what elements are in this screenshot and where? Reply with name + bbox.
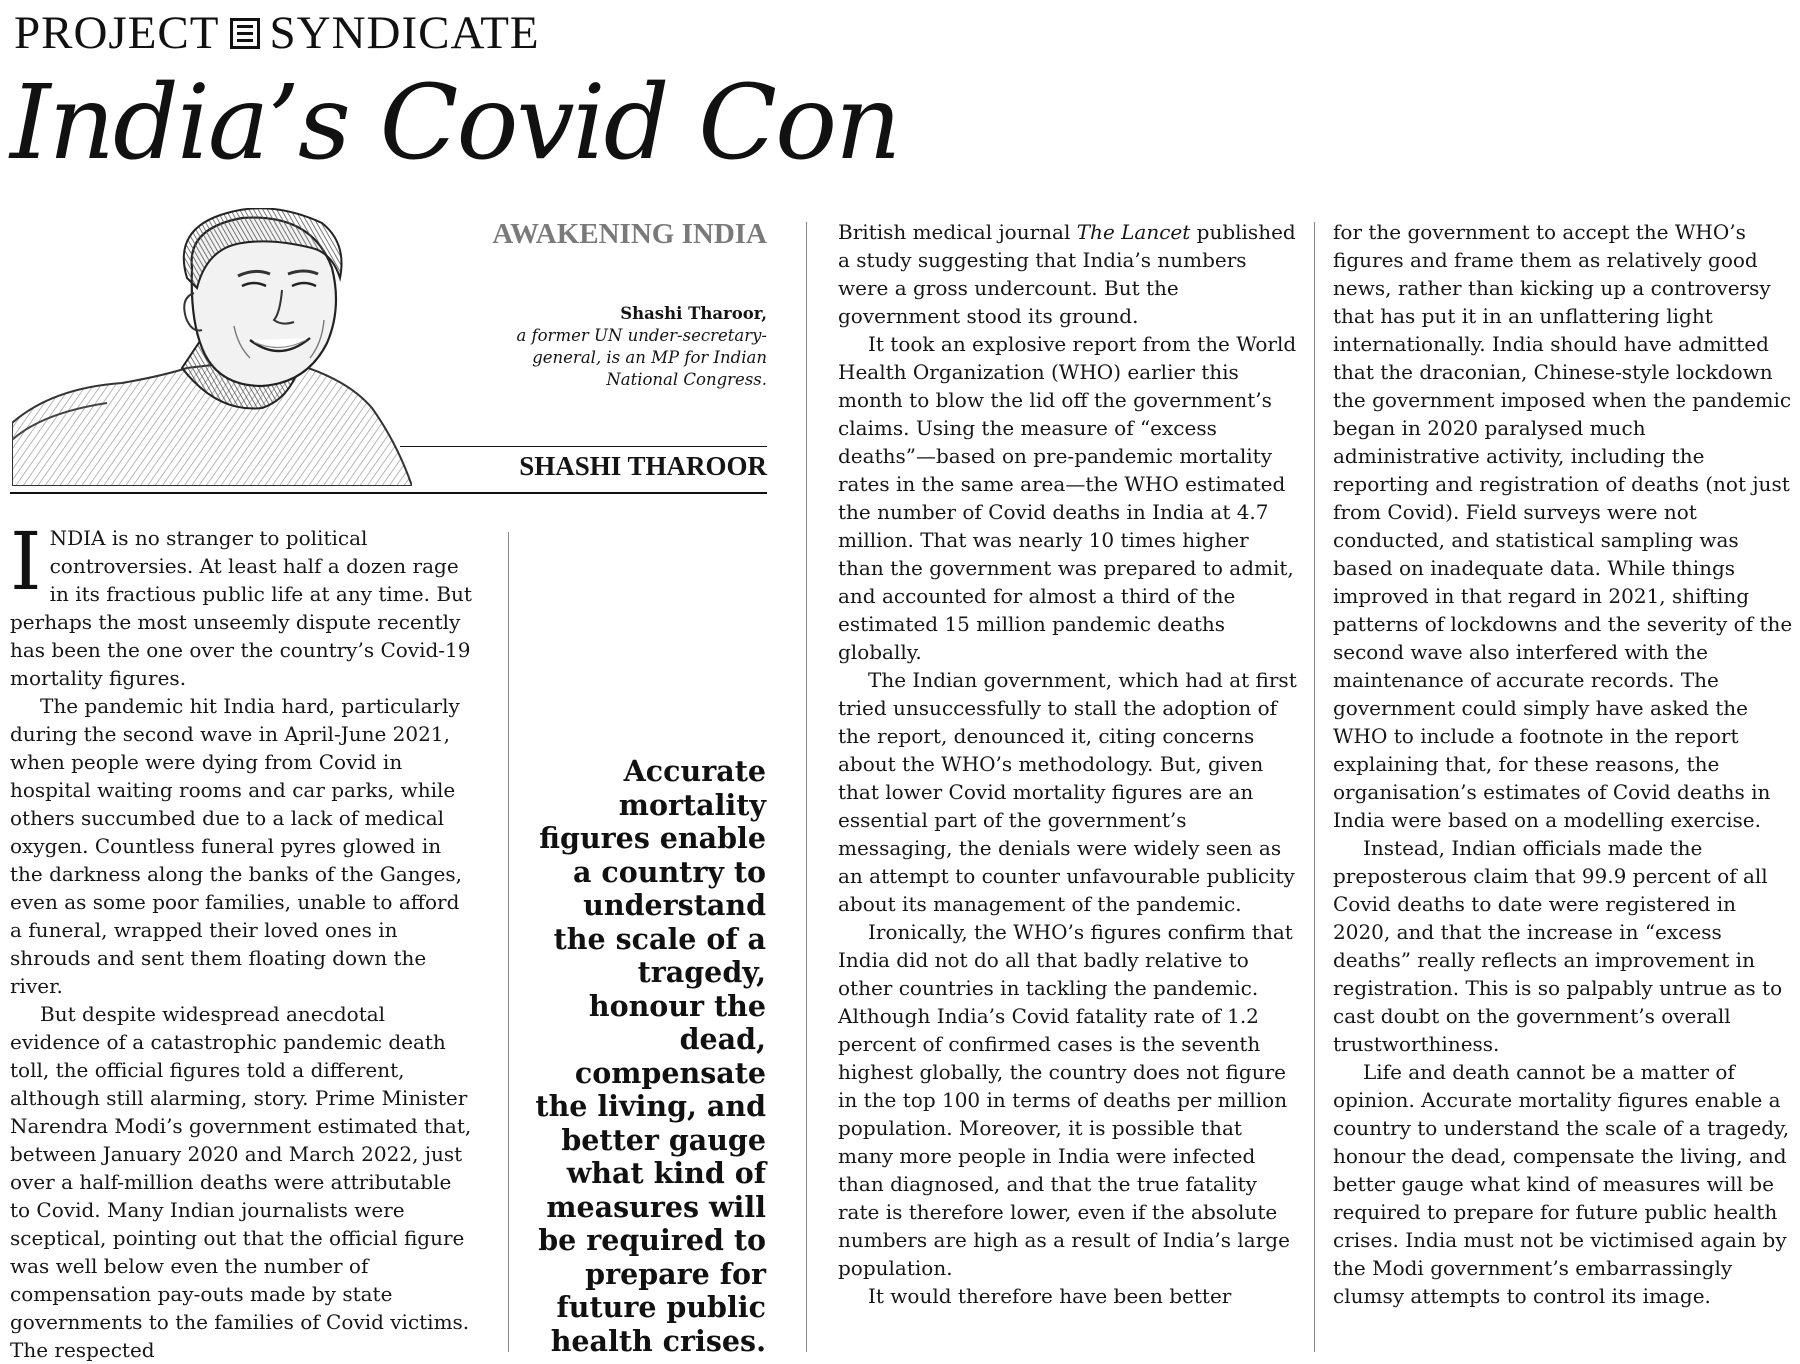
byline: SHASHI THAROOR bbox=[519, 451, 767, 481]
column-divider bbox=[806, 222, 807, 1352]
masthead-logo bbox=[14, 6, 540, 60]
article-paragraph: Life and death cannot be a matter of opinion. Accurate mortality figures enable a country to understand the scale of a tragedy, honour the dead, compensate the living, and better gauge what kind of measures will be required to prepare for future public health crises. India must not be victimised again by the Modi government’s embarrassingly clumsy attempts to control its image. bbox=[1333, 1060, 1790, 1308]
article-paragraph: It took an explosive report from the World Health Organization (WHO) earlier this month to blow the lid off the government’s claims. Using the measure of “excess deaths”—based on pre-pandemic mortality rates in the same area—the WHO estimated the number of Covid deaths in India at 4.7 million. That was nearly 10 times higher than the government was prepared to admit, and accounted for almost a third of the estimated 15 million pandemic deaths globally. bbox=[838, 332, 1297, 664]
article-column-3 bbox=[1333, 218, 1795, 1310]
headline: India’s Covid Con bbox=[10, 63, 900, 183]
bio-author-name: Shashi Tharoor, bbox=[620, 304, 767, 323]
column-divider bbox=[1314, 222, 1315, 1352]
bio-description: a former UN under-secretary-general, is an MP for Indian National Congress. bbox=[516, 326, 767, 389]
pull-quote: Accurate mortality figures enable a country to understand the scale of a tragedy, honour the dead, compensate the living, and better gauge what kind of measures will be required to prepare for future public health crises. bbox=[535, 754, 766, 1358]
masthead-left: PROJECT bbox=[14, 7, 220, 59]
article-paragraph: The pandemic hit India hard, particularly during the second wave in April-June 2021, when people were dying from Covid in hospital waiting rooms and car parks, while others succumbed due to a lack of medical oxygen. Countless funeral pyres glowed in the darkness along the banks of the Ganges, even as some poor families, unable to afford a funeral, wrapped their loved ones in shrouds and sent them floating down the river. bbox=[10, 694, 462, 998]
article-column-2 bbox=[838, 218, 1300, 1310]
journal-name: The Lancet bbox=[1076, 220, 1191, 244]
article-paragraph: Instead, Indian officials made the preposterous claim that 99.9 percent of all Covid deaths to date were registered in 2020, and that the increase in “excess deaths” really reflects an improvement in registration. This is so palpably untrue as to cast doubt on the government’s overall trustworthiness. bbox=[1333, 836, 1783, 1056]
article-paragraph: INDIA is no stranger to political controversies. At least half a dozen rage in its fractious public life at any time. But perhaps the most unseemly dispute recently has been the one over the country’s Covid-19 mortality figures. bbox=[10, 515, 472, 690]
column-divider bbox=[508, 532, 509, 1352]
divider bbox=[10, 492, 767, 494]
author-portrait bbox=[12, 208, 412, 486]
article-column-1 bbox=[10, 515, 475, 1364]
author-bio bbox=[477, 303, 767, 391]
article-paragraph: But despite widespread anecdotal evidence of a catastrophic pandemic death toll, the official figures told a different, although still alarming, story. Prime Minister Narendra Modi’s government estimated that, between January 2020 and March 2022, just over a half-million deaths were attributable to Covid. Many Indian journalists were sceptical, pointing out that the official figure was well below even the number of compensation pay-outs made by state governments to the families of Covid victims. The respected bbox=[10, 1002, 472, 1362]
article-paragraph: for the government to accept the WHO’s figures and frame them as relatively good news, rather than kicking up a controversy that has put it in an unflattering light internationally. India should have admitted that the draconian, Chinese-style lockdown the government imposed when the pandemic began in 2020 paralysed much administrative activity, including the reporting and registration of deaths (not just from Covid). Field surveys were not conducted, and statistical sampling was based on inadequate data. While things improved in that regard in 2021, shifting patterns of lockdowns and the severity of the second wave also interfered with the maintenance of accurate records. The government could simply have asked the WHO to include a footnote in the report explaining that, for these reasons, the organisation’s estimates of Covid deaths in India were based on a modelling exercise. bbox=[1333, 220, 1793, 832]
book-icon bbox=[230, 18, 260, 49]
article-paragraph: It would therefore have been better bbox=[868, 1284, 1232, 1308]
article-paragraph: Ironically, the WHO’s figures confirm that India did not do all that badly relative to other countries in tackling the pandemic. Although India’s Covid fatality rate of 1.2 percent of confirmed cases is the seventh highest globally, the country does not figure in the top 100 in terms of deaths per million population. Moreover, it is possible that many more people in India were infected than diagnosed, and that the true fatality rate is therefore lower, even if the absolute numbers are high as a result of India’s large population. bbox=[838, 920, 1293, 1280]
column-series: AWAKENING INDIA bbox=[492, 218, 767, 250]
article-paragraph: British medical journal The Lancet published a study suggesting that India’s numbers were a gross undercount. But the government stood its ground. bbox=[838, 220, 1296, 328]
divider bbox=[400, 446, 767, 447]
masthead-right: SYNDICATE bbox=[269, 7, 540, 59]
drop-cap: I bbox=[10, 515, 42, 608]
article-paragraph: The Indian government, which had at first tried unsuccessfully to stall the adoption of the report, denounced it, citing concerns about the WHO’s methodology. But, given that lower Covid mortality figures are an essential part of the government’s messaging, the denials were widely seen as an attempt to counter unfavourable publicity about its management of the pandemic. bbox=[838, 668, 1297, 916]
